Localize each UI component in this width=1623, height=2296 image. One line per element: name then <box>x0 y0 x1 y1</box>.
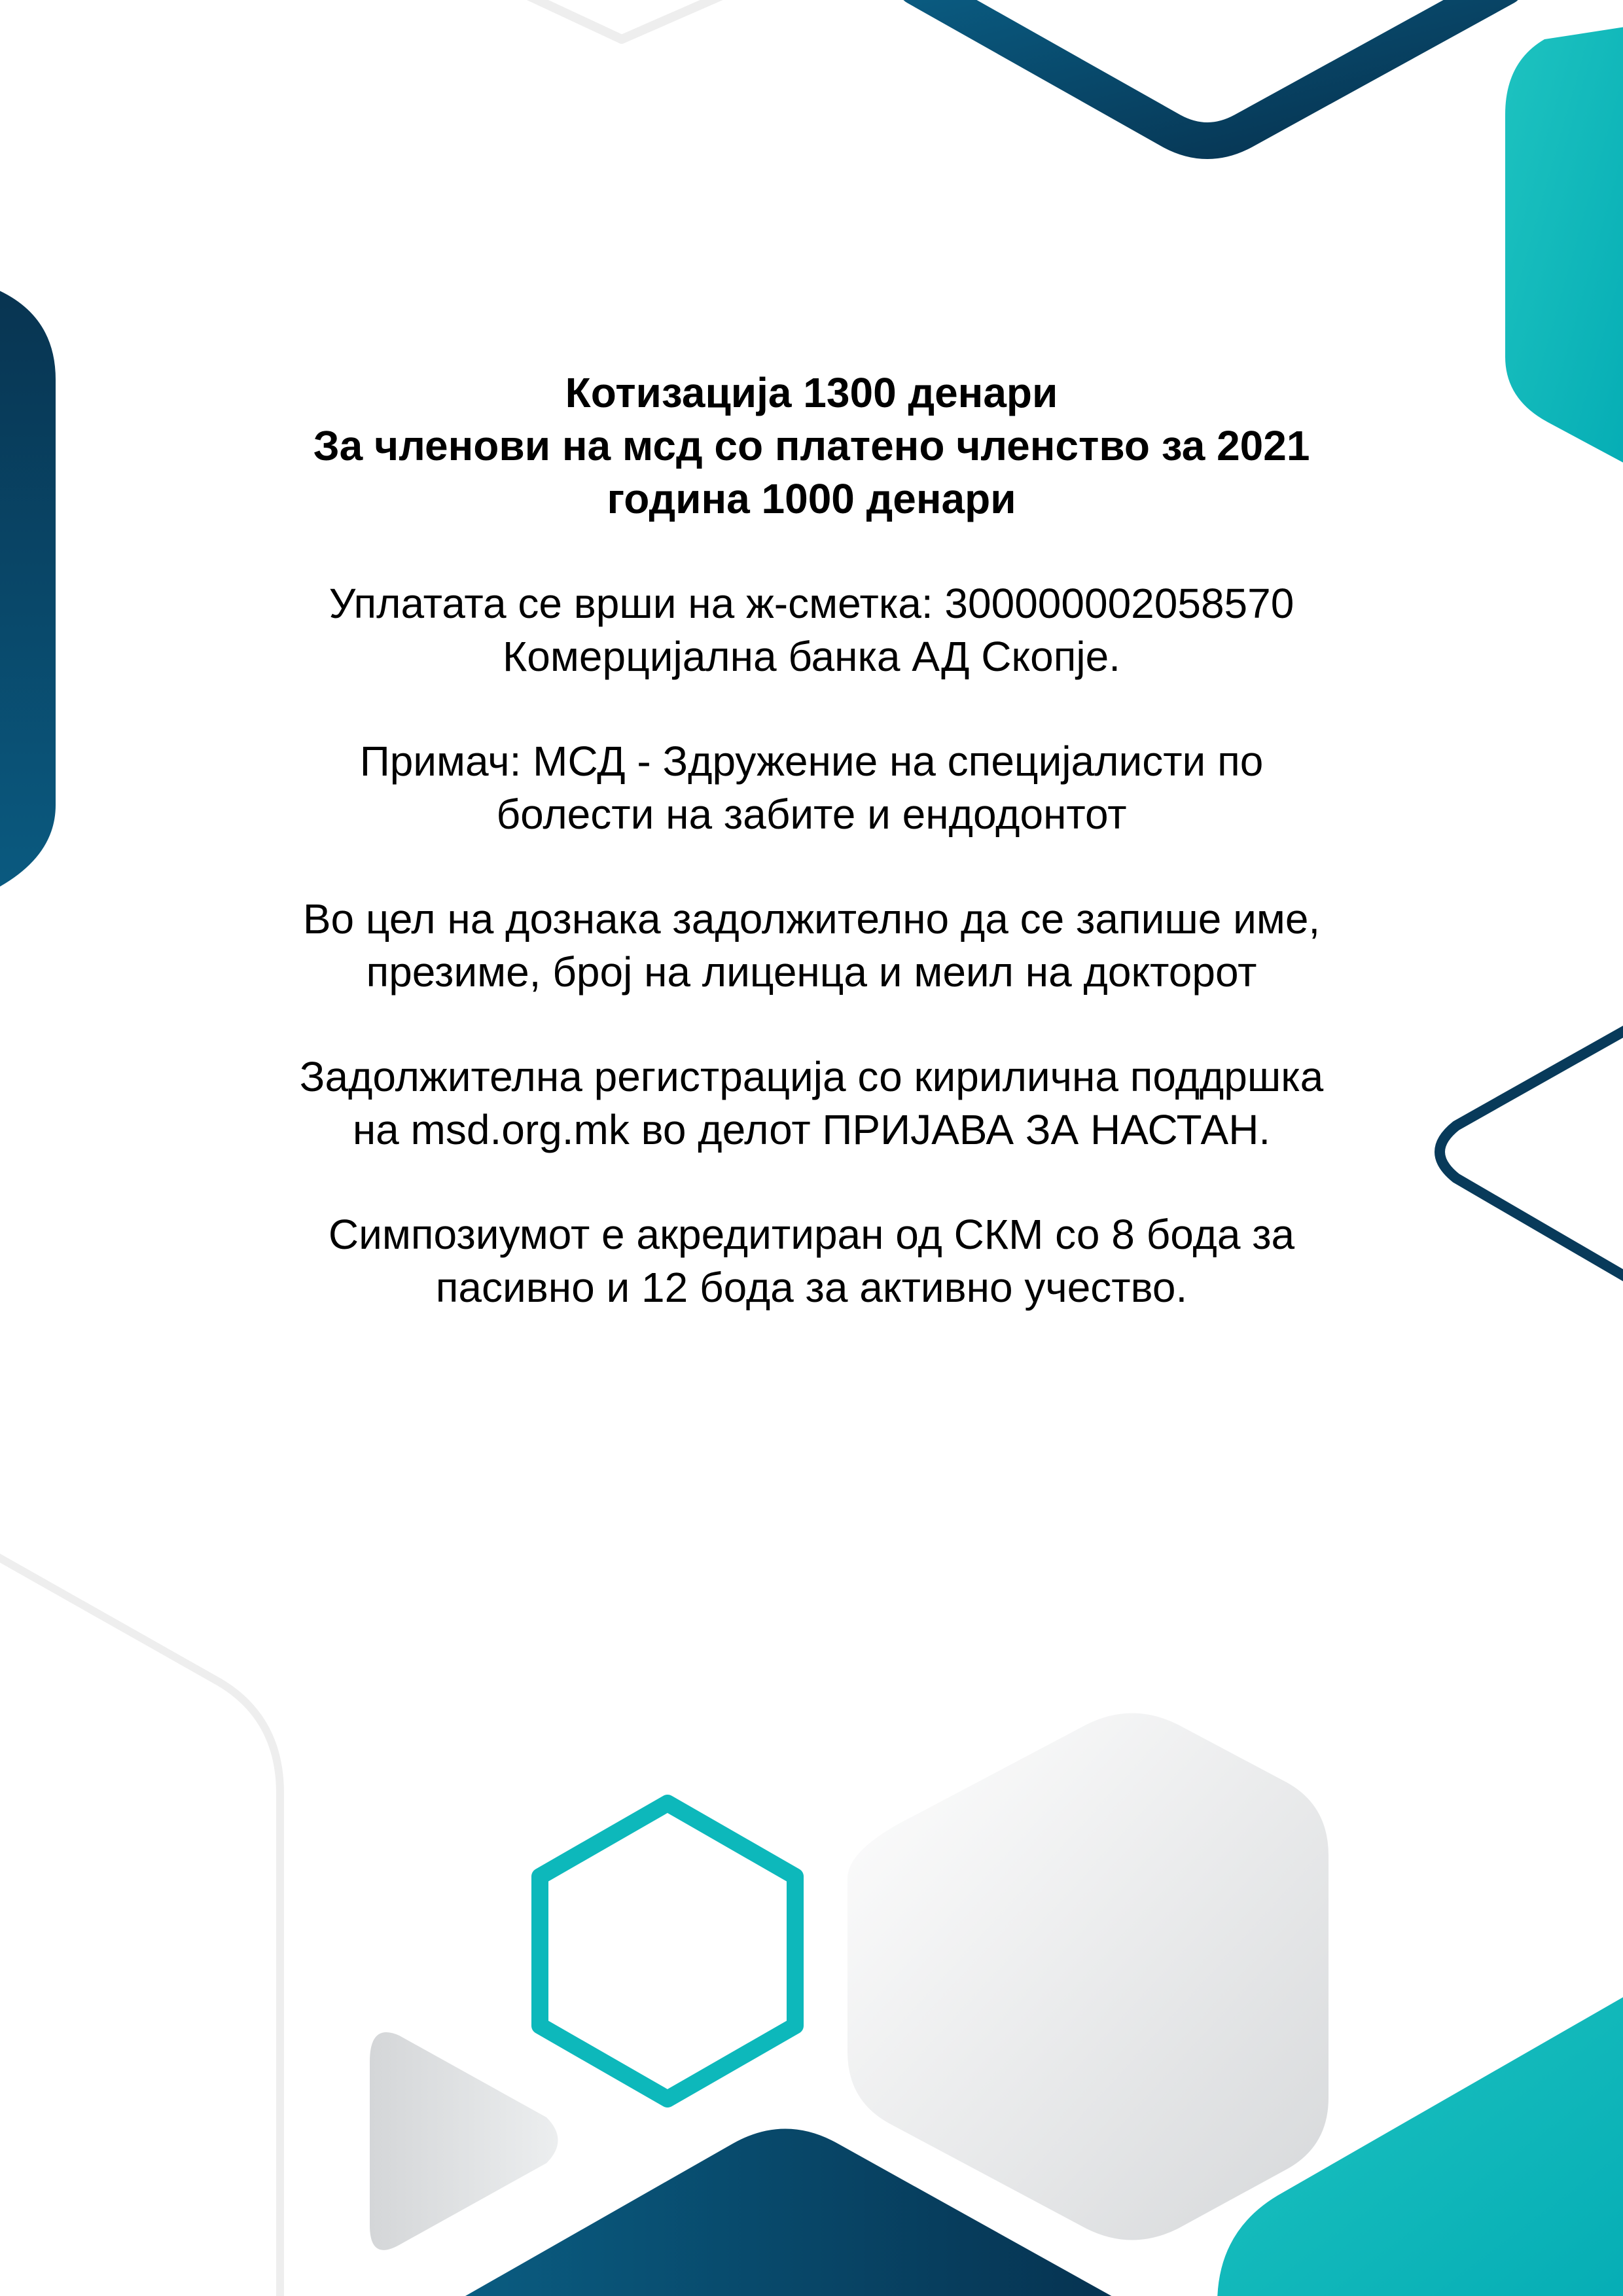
payment-section <box>223 577 1400 683</box>
accreditation-section <box>223 1208 1400 1314</box>
left-gray-outline-hexagon <box>0 1554 280 2296</box>
member-fee-line: За членови на мсд со платено членство за 2021 <box>313 422 1310 469</box>
accreditation-line-2: пасивно и 12 бода за активно учество. <box>435 1264 1188 1311</box>
top-gray-outline-shape <box>524 0 726 39</box>
member-fee-amount: година 1000 денари <box>607 475 1016 522</box>
teal-outline-hexagon <box>540 1803 795 2099</box>
payment-bank: Комерцијална банка АД Скопје. <box>503 633 1120 680</box>
recipient-line-2: болести на забите и ендодонтот <box>496 791 1127 838</box>
registration-line-1: Задолжителна регистрација со кирилична поддршка <box>299 1053 1324 1100</box>
fee-section <box>223 367 1400 526</box>
recipient-section <box>223 735 1400 841</box>
registration-section <box>223 1050 1400 1157</box>
transfer-note-line-1: Во цел на дознака задолжително да се запише име, <box>302 895 1321 942</box>
recipient-line-1: Примач: МСД - Здружение на специјалисти по <box>359 738 1264 785</box>
top-right-teal-shape <box>1505 26 1623 466</box>
gray-gradient-hexagon <box>847 1713 1329 2240</box>
gray-triangle-shape <box>370 2032 558 2250</box>
info-text-block <box>223 367 1400 1314</box>
right-navy-outline-hexagon <box>1440 1024 1623 1283</box>
payment-account: Уплатата се врши на ж-сметка: 300000002058570 <box>329 580 1294 627</box>
fee-title: Котизација 1300 денари <box>565 369 1058 416</box>
accreditation-line-1: Симпозиумот е акредитиран од СКМ со 8 бода за <box>328 1211 1295 1258</box>
transfer-note-line-2: презиме, број на лиценца и меил на докторот <box>366 948 1257 996</box>
top-navy-hexagon-edge <box>916 0 1505 141</box>
left-navy-shape <box>0 288 56 890</box>
transfer-note-section <box>223 893 1400 999</box>
registration-line-2: на msd.org.mk во делот ПРИЈАВА ЗА НАСТАН. <box>352 1106 1271 1153</box>
